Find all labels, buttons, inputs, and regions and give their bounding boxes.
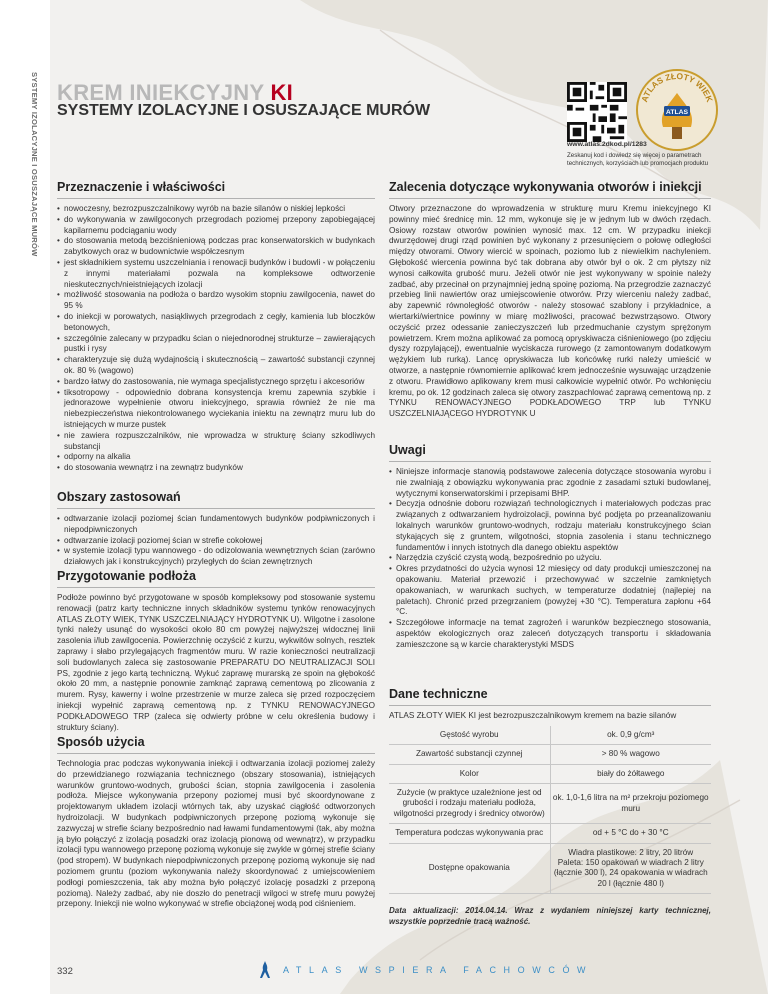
tech-intro: ATLAS ZŁOTY WIEK KI jest bezrozpuszczalnikowym kremem na bazie silanów [389, 711, 677, 720]
table-cell: Temperatura podczas wykonywania prac [389, 824, 550, 843]
divider [57, 198, 375, 199]
table-cell: ok. 1,0-1,6 litra na m² przekroju poziomego muru [550, 784, 711, 824]
heading-holes: Zalecenia dotyczące wykonywania otworów i iniekcji [389, 180, 702, 194]
heading-tech: Dane techniczne [389, 687, 488, 701]
divider [57, 508, 375, 509]
section-purpose [57, 180, 375, 474]
divider [57, 753, 375, 754]
list-item: • Niniejsze informacje stanowią podstawowe zalecenia dotyczące stosowania wyrobu i nie zwalniają z obowiązku wykonywania prac zgodnie z zasadami sztuki budowlanej, wytycznymi konserwatorskimi i przepisami BHP. [389, 467, 711, 499]
table-row [389, 784, 711, 824]
table-cell: > 80 % wagowo [550, 745, 711, 764]
divider [389, 461, 711, 462]
list-item: • Narzędzia czyścić czystą wodą, bezpośrednio po użyciu. [389, 553, 711, 564]
list-item: • Szczegółowe informacje na temat zagrożeń i warunków bezpiecznego stosowania, aspektów ekologicznych oraz zaleceń dotyczących transportu i składowania zamieszczone są w karcie charakterystyki MSDS [389, 618, 711, 650]
badge-logo: ATLAS [665, 109, 689, 116]
substrate-text: Podłoże powinno być przygotowane w sposób kompleksowy pod stosowanie systemu renowacji (patrz karty techniczne innych składników systemu tynków renowacyjnych ATLAS ZŁOTY WIEK, TYNK USZCZELNIAJĄCY HYDROTYNK U). Wilgotne i zasolone tynki należy usunąć do wysokości około 80 cm powyżej najwyższej widocznej linii zasolenia i/lub zawilgocenia. Powierzchnię oczyścić z kurzu, wykwitów solnych, resztek zaprawy i słabo przylegających fragmentów muru. W razie konieczności neutralizacji soli budowlanych zaleca się zastosowanie PREPARATU DO NEUTRALIZACJI SOLI PS, zgodnie z jego kartą techniczną. Wykuć zaprawę murarską ze spoin na głębokość około 20 mm, a następnie ponownie zamknąć zaprawą cementową po zlicowania z murem. Rysy, kawerny i wolne przestrzenie w murze zaleca się przed rozpoczęciem iniekcji wypełnić zaprawą cementową np. z TYNKU RENOWACYJNEGO PODKŁADOWEGO TRP (zaleca się odwierty próbne w celu określenia budowy i struktury ściany). [57, 593, 375, 732]
atlas-climber-icon [258, 960, 272, 980]
usage-text: Technologia prac podczas wykonywania iniekcji i odtwarzania izolacji poziomej zależy do przewidzianego rozwiązania technicznego (obszary stosowania), istniejących warunków gruntowo-wodnych, grubości ścian, stopnia zawilgocenia i zasolenia podłoża. Miejsce wykonywania przepony poziomej musi być skoordynowane z projektowanym układem izolacji wtórnych tak, aby uzyskać ciągłość odtworzonych hydroizolacji. W budynkach podpiwniczonych przeponę poziomą wykonuje się zazwyczaj w strefie ściany bezpośrednio nad ławami fundamentowymi (tak, aby można ją było połączyć z izolacją posadzki oraz izolacją pionową od wewnątrz), w przypadku izolacji typu wannowego przeponę poziomą wykonuje się zwykle w górnej strefie ściany (pod stropem). W budynkach niepodpiwniczonych przeponę poziomą wykonuje się nad poziomem gruntu (poziom wykonywania należy skoordynować z umiejscowieniem podłogi pomieszczenia, tak aby można było połączyć izolację posadzki z przeponą poziomą). Należy zadbać, aby nie doszło do penetracji wilgoci w strefę muru powyżej przepony. Iniekcji nie wolno wykonywać w strefie obciążonej wodą pod ciśnieniem. [57, 759, 375, 909]
list-item: • tiksotropowy - odpowiednio dobrana konsystencja kremu zapewnia szybkie i jednorazowe wypełnienie otworu iniekcyjnego, sprawia również że nie ma niebezpieczeństwa niekontrolowanego wyciekania iniektu na zewnątrz muru lub do istniejących w murze pustek [57, 388, 375, 431]
heading-purpose: Przeznaczenie i właściwości [57, 180, 226, 194]
list-item: • charakteryzuje się dużą wydajnością i skutecznością – zawartość substancji czynnej ok. 80 % (wagowo) [57, 355, 375, 377]
qr-note: Zeskanuj kod i dowiedz się więcej o parametrach technicznych, korzyściach lub promocjach produktu [567, 152, 709, 167]
section-uses [57, 490, 375, 568]
tech-table [389, 726, 711, 894]
list-item: • do iniekcji w porowatych, nasiąkliwych przegrodach z cegły, kamienia lub bloczków betonowych, [57, 312, 375, 334]
table-cell: Dostępne opakowania [389, 843, 550, 894]
product-title-code: KI [270, 80, 294, 105]
list-item: • w systemie izolacji typu wannowego - do odizolowania wewnętrznych ścian (zarówno działowych jak i konstrukcyjnych) przyległych do ścian zewnętrznych [57, 546, 375, 568]
list-item: • możliwość stosowania na podłoża o bardzo wysokim stopniu zawilgocenia, nawet do 95 % [57, 290, 375, 312]
section-holes [389, 180, 711, 420]
purpose-list [57, 204, 375, 474]
list-item: • odtwarzanie izolacji poziomej ścian fundamentowych budynków podpiwniczonych i niepodpiwniczonych [57, 514, 375, 536]
list-item: • do wykonywania w zawilgoconych przegrodach poziomej przepony zapobiegającej kapilarnemu podciąganiu wody [57, 215, 375, 237]
table-row [389, 745, 711, 764]
heading-substrate: Przygotowanie podłoża [57, 569, 196, 583]
qr-code-icon[interactable] [567, 82, 627, 142]
table-cell: biały do żółtawego [550, 764, 711, 783]
list-item: • bardzo łatwy do zastosowania, nie wymaga specjalistycznego sprzętu i akcesoriów [57, 377, 375, 388]
heading-usage: Sposób użycia [57, 735, 145, 749]
update-note [389, 906, 711, 927]
holes-text: Otwory przeznaczone do wprowadzenia w strukturę muru Kremu iniekcyjnego KI powinny mieć średnicę min. 12 mm, wykonuje się je w jednym lub w dwóch rzędach. Osiowy rozstaw otworów powinien wynosić max. 12 cm. W przypadku iniekcji dwurzędowej drugi rząd powinien być wykonany z przesunięciem o połowę odległości między otworami. Otwory wiercić w spoinach, poziomo lub z niewielkim nachyleniem. Głębokość wiercenia powinna być tak dobrana aby otwór był o ok. 2 cm płytszy niż wynosi całkowita grubość muru. Jeżeli otwór nie jest wykonywany w spoinie należy zadbać, aby przecinał on przynajmniej jedną spoinę poziomą. Na przegrodzie zaznaczyć przebieg linii nawiertów oraz umiejscowienie otworów. Przy wierceniu należy zadbać, aby zapewnić równoległość otworów - należy stosować szablony i przykładnice, a wiertarki/wiertnice powinny w miarę możliwości, pracować bezwstrząsowo. Otwory oczyścić przez odessanie zanieczyszczeń lub przedmuchanie czystym sprężonym powietrzem. Krem można aplikować za pomocą opryskiwacza ciśnieniowego (po zdjęciu dyszy rozpylającej), ewentualnie wyciskacza rurowego (z zamontowanym dodatkowym wężykiem lub rurką). Lancę opryskiwacza lub końcówkę rurki należy umieścić w otworze, a następnie równomiernie aplikować krem jednocześnie wysuwając urządzenie z otworu. Prawidłowo aplikowany krem musi całkowicie wypełnić otwór. Po wchłonięciu kremu, po ok. 12 godzinach zaleca się otwory zaszpachlować zaprawą cementową np. z TYNKU RENOWACYJNEGO PODKŁADOWEGO TRP lub TYNKU USZCZELNIAJĄCEGO HYDROTYNK U [389, 204, 711, 419]
table-row [389, 764, 711, 783]
table-row [389, 824, 711, 843]
product-category: SYSTEMY IZOLACYJNE I OSUSZAJĄCE MURÓW [57, 102, 431, 119]
divider [389, 198, 711, 199]
heading-uses: Obszary zastosowań [57, 490, 181, 504]
table-cell: Kolor [389, 764, 550, 783]
section-substrate [57, 569, 375, 733]
table-cell: Wiadra plastikowe: 2 litry, 20 litrów Paleta: 150 opakowań w wiadrach 2 litry (łącznie 300 l), 24 opakowania w wiadrach 20 l (łącznie 480 l) [550, 843, 711, 894]
section-notes [389, 443, 711, 651]
section-usage [57, 735, 375, 910]
list-item: • Okres przydatności do użycia wynosi 12 miesięcy od daty produkcji umieszczonej na opakowaniu. Materiał przewozić i przechowywać w szczelnie zamkniętych opakowaniach, w warunkach suchych, w temperaturze dodatniej (najlepiej na paletach). Chronić przed przegrzaniem (powyżej +30 °C). Temperatura zapłonu +64 °C. [389, 564, 711, 618]
list-item: • Decyzja odnośnie doboru rozwiązań technologicznych i materiałowych podczas prac związanych z odtwarzaniem hydroizolacji, powinna być podjęta po przeanalizowaniu lokalnych warunków gruntowo-wodnych, rodzaju materiału konstrukcyjnego ścian stykających się z gruntem, wilgotności, stopnia zasolenia i stanu technicznego fundamentów i innych istotnych dla danego obiektu aspektów [389, 499, 711, 553]
update-text: Data aktualizacji: 2014.04.14. Wraz z wydaniem niniejszej karty technicznej, wszystkie poprzednie tracą ważność. [389, 906, 711, 926]
heading-notes: Uwagi [389, 443, 426, 457]
table-row [389, 843, 711, 894]
badge-text: ATLAS ZŁOTY WIEK [639, 70, 715, 104]
page-number: 332 [57, 966, 73, 977]
table-cell: Zużycie (w praktyce uzależnione jest od grubości i rodzaju materiału podłoża, wilgotności przegrody i średnicy otworów) [389, 784, 550, 824]
divider [57, 587, 375, 588]
section-tech [389, 687, 711, 894]
list-item: • jest składnikiem systemu uszczelniania i renowacji budynków i budowli - w połączeniu z innymi materiałami pozwala na kompleksowe odtworzenie nieskutecznych/nieistniejących izolacji [57, 258, 375, 290]
table-cell: Gęstość wyrobu [389, 726, 550, 745]
list-item: • odtwarzanie izolacji poziomej ścian w strefie cokołowej [57, 536, 375, 547]
table-cell: ok. 0,9 g/cm³ [550, 726, 711, 745]
list-item: • szczególnie zalecany w przypadku ścian o niejednorodnej strukturze – zawierających pustki i rysy [57, 334, 375, 356]
table-cell: od + 5 °C do + 30 °C [550, 824, 711, 843]
list-item: • nie zawiera rozpuszczalników, nie wprowadza w strukturę ściany szkodliwych substancji [57, 431, 375, 453]
divider [389, 705, 711, 706]
table-cell: Zawartość substancji czynnej [389, 745, 550, 764]
footer-slogan: ATLAS WSPIERA FACHOWCÓW [283, 965, 594, 975]
list-item: • nowoczesny, bezrozpuszczalnikowy wyrób na bazie silanów o niskiej lepkości [57, 204, 375, 215]
side-category-label: SYSTEMY IZOLACYJNE I OSUSZAJĄCE MURÓW [30, 72, 39, 257]
table-row [389, 726, 711, 745]
notes-list [389, 467, 711, 651]
uses-list [57, 514, 375, 568]
list-item: • do stosowania metodą bezciśnieniową podczas prac konserwatorskich w budynkach zabytkowych oraz w budownictwie współczesnym [57, 236, 375, 258]
product-url[interactable]: www.atlas.2dkod.pl/1283 [567, 141, 647, 148]
product-title-main: KREM INIEKCYJNY [57, 80, 271, 105]
list-item: • do stosowania wewnątrz i na zewnątrz budynków [57, 463, 375, 474]
list-item: • odporny na alkalia [57, 452, 375, 463]
